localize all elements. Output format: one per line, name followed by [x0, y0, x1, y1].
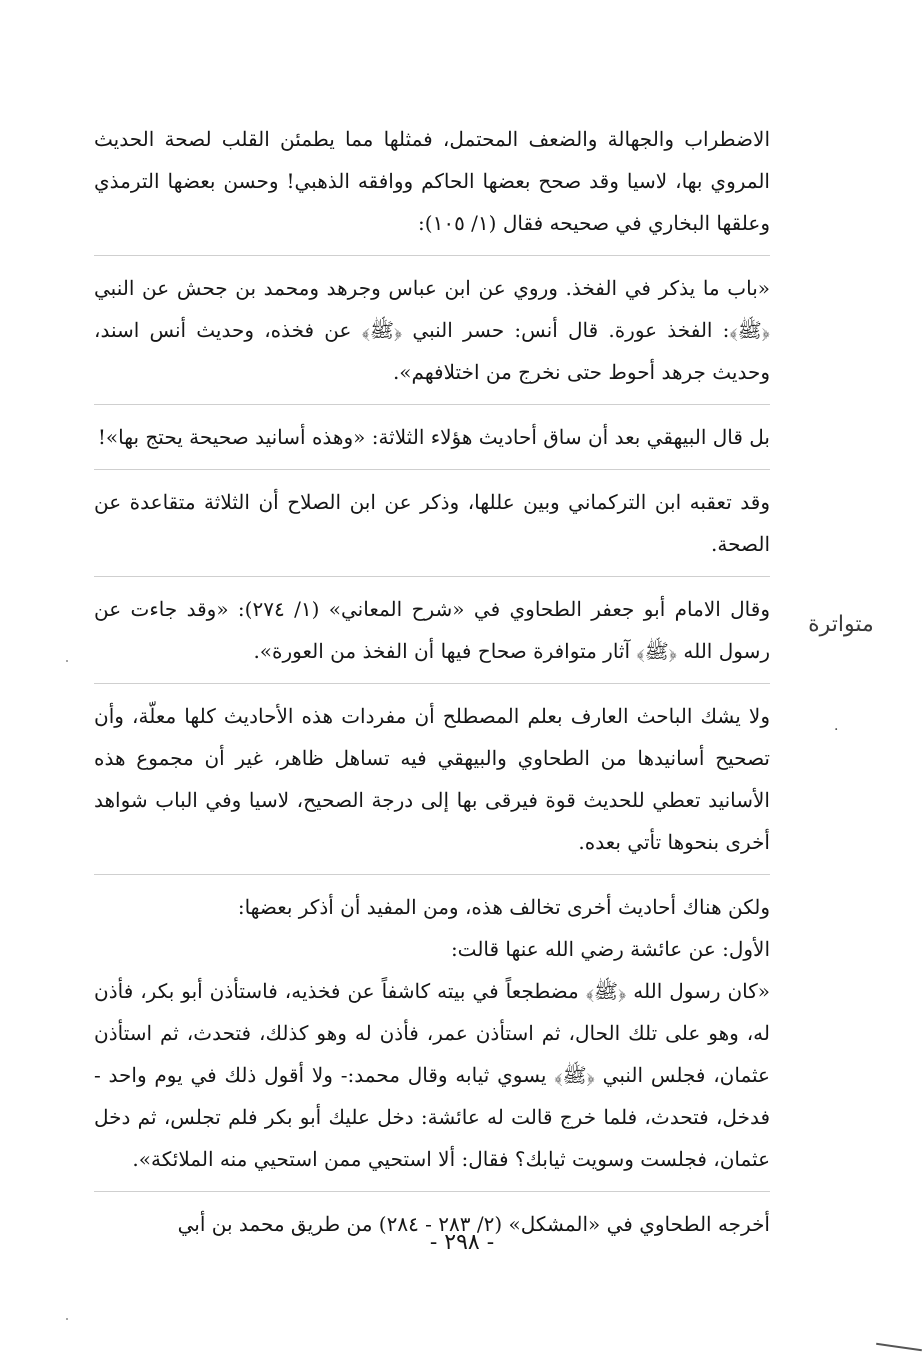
page-number: - ٢٩٨ - [429, 1230, 495, 1255]
paragraph-1: الاضطراب والجهالة والضعف المحتمل، فمثلها مما يطمئن القلب لصحة الحديث المروي بها، لاسيا وقد صحح بعضها الحاكم ووافقه الذهبي! وحسن بعضها الترمذي وعلقها البخاري في صحيحه فقال (١/ ١٠٥): [94, 127, 770, 235]
divider-4 [94, 576, 770, 577]
divider-2 [94, 404, 770, 405]
paragraph-5-tahawi: وقال الامام أبو جعفر الطحاوي في «شرح المعاني» (١/ ٢٧٤): «وقد جاءت عن رسول الله ﴿ﷺ﴾ آثار متوافرة صحاح فيها أن الفخذ من العورة». [94, 597, 770, 663]
divider-6 [94, 874, 770, 875]
handwritten-margin-note: متواترة [808, 612, 874, 637]
margin-dot-mark: · [834, 722, 839, 738]
divider-5 [94, 683, 770, 684]
divider-3 [94, 469, 770, 470]
paragraph-9-hadith-text: «كان رسول الله ﴿ﷺ﴾ مضطجعاً في بيته كاشفاً عن فخذيه، فاستأذن أبو بكر، فأذن له، وهو على تلك الحال، ثم استأذن عمر، فأذن له وهو كذلك، فتحدث، ثم استأذن عثمان، فجلس النبي ﴿ﷺ﴾ يسوي ثيابه وقال محمد:- ولا أقول ذلك في يوم واحد - فدخل، فتحدث، فلما خرج قالت له عائشة: دخل عليك أبو بكر فلم تجلس، ثم دخل عثمان، فجلست وسويت ثيابك؟ فقال: ألا استحيي ممن استحيي منه الملائكة». [94, 979, 770, 1171]
divider-1 [94, 255, 770, 256]
divider-7 [94, 1191, 770, 1192]
scan-speck [66, 660, 68, 662]
paragraph-7-other-hadiths: ولكن هناك أحاديث أخرى تخالف هذه، ومن المفيد أن أذكر بعضها: [237, 895, 770, 919]
scan-corner-mark [876, 1343, 922, 1351]
paragraph-10-takhrij: أخرجه الطحاوي في «المشكل» (٢/ ٢٨٣ - ٢٨٤) من طريق محمد بن أبي [177, 1212, 770, 1236]
main-text-block [94, 118, 770, 1245]
paragraph-2-quote-bukhari: «باب ما يذكر في الفخذ. وروي عن ابن عباس وجرهد ومحمد بن جحش عن النبي ﴿ﷺ﴾: الفخذ عورة. قال أنس: حسر النبي ﴿ﷺ﴾ عن فخذه، وحديث أنس اسند، وحديث جرهد أحوط حتى نخرج من اختلافهم». [94, 276, 770, 384]
paragraph-4-turkmani: وقد تعقبه ابن التركماني وبين عللها، وذكر عن ابن الصلاح أن الثلاثة متقاعدة عن الصحة. [94, 490, 770, 556]
scan-speck [66, 1318, 68, 1320]
paragraph-8-first-aisha: الأول: عن عائشة رضي الله عنها قالت: [450, 937, 770, 961]
paragraph-3-bayhaqi: بل قال البيهقي بعد أن ساق أحاديث هؤلاء الثلاثة: «وهذه أسانيد صحيحة يحتج بها»! [97, 425, 770, 449]
paragraph-6-analysis: ولا يشك الباحث العارف بعلم المصطلح أن مفردات هذه الأحاديث كلها معلّة، وأن تصحيح أسانيدها من الطحاوي والبيهقي فيه تساهل ظاهر، غير أن مجموع هذه الأسانيد تعطي للحديث قوة فيرقى بها إلى درجة الصحيح، لاسيا وفي الباب شواهد أخرى بنحوها تأتي بعده. [94, 704, 770, 854]
